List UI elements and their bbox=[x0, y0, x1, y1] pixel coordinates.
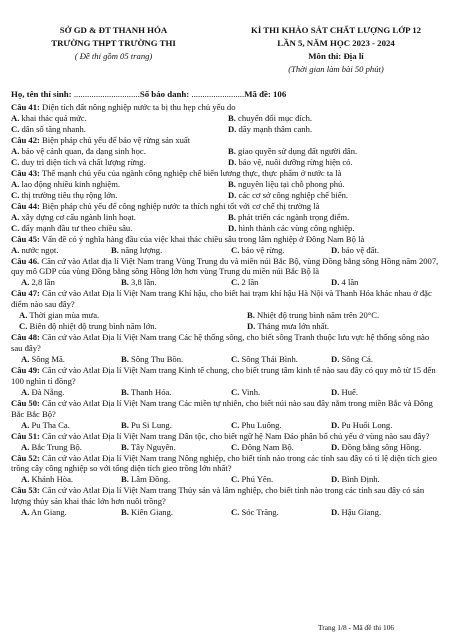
name-label: Họ, tên thí sinh: bbox=[11, 89, 72, 99]
answer-option bbox=[19, 310, 99, 321]
question-text bbox=[11, 453, 441, 475]
question-stem: Biện pháp chủ yếu để bảo vệ rừng sản xuất bbox=[42, 134, 191, 145]
question-number: Câu 48: bbox=[11, 332, 40, 343]
answer-option bbox=[228, 190, 348, 201]
answer-option bbox=[247, 310, 379, 321]
page-footer: Trang 1/8 - Mã đề thi 106 bbox=[318, 623, 395, 632]
option-text: D. Pu Huổi Long. bbox=[331, 419, 393, 430]
answer-row bbox=[11, 223, 441, 234]
subject-label: Môn thi: bbox=[308, 51, 342, 61]
option-text: A. An Giang. bbox=[21, 507, 67, 518]
name-field: .............................. bbox=[71, 89, 140, 99]
option-text: B. Tây Nguyên. bbox=[121, 441, 176, 452]
option-text: C. Phu Luông. bbox=[231, 419, 282, 430]
answer-row bbox=[11, 321, 441, 332]
option-text: B. năng lượng. bbox=[111, 244, 163, 255]
option-text: C. Vinh. bbox=[231, 386, 261, 397]
option-text: C. Sông Thái Bình. bbox=[231, 353, 298, 364]
answer-option bbox=[121, 277, 157, 288]
answer-option bbox=[11, 157, 146, 168]
question-text bbox=[11, 201, 441, 212]
question-item bbox=[11, 431, 441, 453]
option-text: D. bảo vệ, nuôi dưỡng rừng hiện có. bbox=[228, 156, 353, 167]
answer-option bbox=[231, 420, 282, 431]
question-item bbox=[11, 365, 441, 398]
option-text: A. Khánh Hòa. bbox=[21, 474, 74, 485]
option-text: C. bảo vệ rừng. bbox=[231, 244, 285, 255]
option-text: C. dân số tăng nhanh. bbox=[11, 123, 86, 134]
answer-option bbox=[19, 321, 157, 332]
question-number: Câu 44: bbox=[11, 200, 40, 211]
answer-option bbox=[331, 277, 358, 288]
exam-header bbox=[238, 24, 434, 76]
option-text: B. 3,8 lần. bbox=[121, 277, 157, 288]
question-text bbox=[11, 332, 441, 354]
answer-option bbox=[121, 507, 173, 518]
answer-option bbox=[121, 442, 176, 453]
answer-option bbox=[331, 507, 381, 518]
question-number: Câu 51: bbox=[11, 430, 40, 441]
subject-value: Địa lí bbox=[343, 51, 364, 61]
question-stem: Căn cứ vào Atlat địa lí Việt Nam trang Vùng Trung du và miền núi Bắc Bộ, vùng Đồng bằng sông Hồng năm 2007, quy mô GDP của vùng Đồng bằng sông Hồng lớn hơn vùng Trung du miền núi Bắc Bộ là bbox=[11, 255, 439, 277]
answer-option bbox=[11, 212, 136, 223]
answer-option bbox=[331, 474, 380, 485]
answer-option bbox=[21, 507, 67, 518]
option-text: D. Bình Định. bbox=[331, 474, 380, 485]
option-text: B. Lâm Đồng. bbox=[121, 474, 171, 485]
option-text: B. chuyển đổi mục đích. bbox=[228, 112, 313, 123]
option-text: A. nước ngọt. bbox=[11, 244, 59, 255]
question-stem: Vấn đề có ý nghĩa hàng đầu của việc khai thác chiều sâu trong lâm nghiệp ở Đông Nam Bộ là bbox=[41, 233, 365, 244]
option-text: A. 2,8 lần bbox=[21, 277, 55, 288]
question-stem: Biện pháp chủ yếu để công nghiệp nước ta thích nghi tốt với cơ chế thị trường là bbox=[42, 200, 320, 211]
option-text: B. phát triển các ngành trọng điểm. bbox=[228, 211, 350, 222]
answer-row bbox=[11, 474, 441, 485]
answer-option bbox=[11, 223, 132, 234]
answer-option bbox=[231, 245, 285, 256]
answer-option bbox=[331, 420, 392, 431]
question-text bbox=[11, 398, 441, 420]
answer-option bbox=[121, 387, 171, 398]
option-text: A. bảo vệ cảnh quan, đa dạng sinh học. bbox=[11, 145, 146, 156]
option-text: D. Đồng bằng sông Hồng. bbox=[331, 441, 422, 452]
answer-option bbox=[331, 387, 358, 398]
option-text: D. Huế. bbox=[331, 386, 358, 397]
answer-option bbox=[228, 146, 357, 157]
question-text bbox=[11, 135, 441, 146]
answer-option bbox=[11, 179, 120, 190]
question-number: Câu 52: bbox=[11, 452, 40, 463]
answer-row bbox=[11, 354, 441, 365]
school-name: TRƯỜNG THPT TRƯỜNG THI bbox=[51, 38, 176, 48]
page-count-note: ( Đề thi gồm 05 trang) bbox=[74, 51, 153, 61]
answer-row bbox=[11, 113, 441, 124]
question-text bbox=[11, 431, 441, 442]
answer-row bbox=[11, 190, 441, 201]
question-number: Câu 46. bbox=[11, 255, 40, 266]
question-number: Câu 43: bbox=[11, 167, 40, 178]
answer-option bbox=[11, 124, 86, 135]
option-text: C. duy trì diện tích và chất lượng rừng. bbox=[11, 156, 146, 167]
question-item bbox=[11, 201, 441, 234]
exam-time: (Thời gian làm bài 50 phút) bbox=[288, 64, 384, 74]
option-text: B. nguyên liệu tại chỗ phong phú. bbox=[228, 178, 345, 189]
question-text bbox=[11, 168, 441, 179]
option-text: A. khai thác quá mức. bbox=[11, 112, 87, 123]
question-stem: Căn cứ vào Atlat Địa lí Việt Nam trang Nông nghiệp, cho biết tỉnh nào trong các tỉnh sau đây có tỉ lệ diện tích gieo trồng cây công nghiệp so với tổng diện tích gieo trồng lớn nhất? bbox=[11, 452, 437, 474]
question-item bbox=[11, 256, 441, 289]
answer-row bbox=[11, 212, 441, 223]
option-text: C. 2 lần bbox=[231, 277, 259, 288]
answer-option bbox=[21, 277, 55, 288]
question-stem: Căn cứ vào Atlat Địa lí Việt Nam trang Thủy sản và lâm nghiệp, cho biết tỉnh nào trong các tỉnh sau đây có sản lượng thủy sản khai thác lớn hơn nuôi trồng? bbox=[11, 485, 425, 507]
question-stem: Căn cứ vào Atlat Địa lí Việt Nam trang Dân tộc, cho biết ngữ hệ Nam Đảo phân bố chủ yếu ở vùng nào sau đây? bbox=[42, 430, 430, 441]
question-item bbox=[11, 485, 441, 518]
question-item bbox=[11, 168, 441, 201]
option-text: A. Sông Mã. bbox=[21, 353, 65, 364]
option-text: D. các cơ sở công nghiệp chế biến. bbox=[228, 189, 349, 200]
answer-option bbox=[121, 354, 183, 365]
sbd-label: Số báo danh: bbox=[139, 89, 190, 99]
question-text bbox=[11, 256, 441, 278]
option-text: B. Pu Si Lung. bbox=[121, 419, 172, 430]
answer-row bbox=[11, 124, 441, 135]
exam-code: 106 bbox=[273, 89, 287, 99]
option-text: D. Tháng mưa lớn nhất. bbox=[247, 321, 330, 332]
question-stem: Căn cứ vào Atlat Địa lí Việt Nam trang Các hệ thống sông, cho biết sông Tranh thuộc lưu vực hệ thống sông nào sau đây? bbox=[11, 332, 430, 354]
answer-row bbox=[11, 387, 441, 398]
answer-option bbox=[247, 321, 329, 332]
answer-option bbox=[231, 474, 273, 485]
question-item bbox=[11, 135, 441, 168]
answer-option bbox=[331, 354, 373, 365]
answer-row bbox=[11, 442, 441, 453]
answer-option bbox=[228, 179, 345, 190]
option-text: C. thị trường tiêu thụ rộng lớn. bbox=[11, 189, 118, 200]
option-text: C. Sóc Trăng. bbox=[231, 507, 279, 518]
option-text: A. Bắc Trung Bộ. bbox=[21, 441, 82, 452]
question-text bbox=[11, 485, 441, 507]
answer-option bbox=[228, 223, 355, 234]
answer-option bbox=[228, 157, 353, 168]
option-text: B. Kiên Giang. bbox=[121, 507, 174, 518]
option-text: C. Đông Nam Bộ. bbox=[231, 441, 294, 452]
option-text: A. xây dựng cơ cấu ngành linh hoạt. bbox=[11, 211, 136, 222]
question-stem: Căn cứ vào Atlat Địa lí Việt Nam trang Kinh tế chung, cho biết trung tâm kinh tế nào sau đây có quy mô từ 15 đến 100 nghìn tỉ đồng? bbox=[11, 364, 436, 386]
option-text: C. Phú Yên. bbox=[231, 474, 274, 485]
option-text: D. Hậu Giang. bbox=[331, 507, 382, 518]
answer-option bbox=[331, 442, 421, 453]
answer-row bbox=[11, 146, 441, 157]
answer-option bbox=[228, 212, 349, 223]
question-item bbox=[11, 398, 441, 431]
answer-option bbox=[11, 245, 58, 256]
answer-option bbox=[11, 146, 146, 157]
option-text: A. Thời gian mùa mưa. bbox=[19, 310, 100, 321]
answer-row bbox=[11, 157, 441, 168]
option-text: B. Thanh Hóa. bbox=[121, 386, 172, 397]
answer-option bbox=[21, 474, 73, 485]
answer-option bbox=[231, 387, 260, 398]
answer-row bbox=[11, 245, 441, 256]
question-number: Câu 53: bbox=[11, 485, 40, 496]
answer-option bbox=[228, 124, 312, 135]
option-text: A. Pu Tha Ca. bbox=[21, 419, 70, 430]
question-item bbox=[11, 453, 441, 486]
question-text bbox=[11, 365, 441, 387]
question-number: Câu 41: bbox=[11, 102, 40, 112]
option-text: B. giao quyền sử dụng đất người dân. bbox=[228, 145, 358, 156]
answer-row bbox=[11, 420, 441, 431]
question-item bbox=[11, 234, 441, 256]
question-number: Câu 49: bbox=[11, 364, 40, 375]
question-item bbox=[11, 332, 441, 365]
question-list bbox=[11, 102, 441, 518]
department-name: SỞ GD & ĐT THANH HÓA bbox=[59, 25, 168, 35]
exam-title: KÌ THI KHẢO SÁT CHẤT LƯỢNG LỚP 12 bbox=[250, 25, 422, 35]
candidate-line bbox=[11, 89, 441, 100]
answer-row bbox=[11, 179, 441, 190]
question-stem: Diện tích đất nông nghiệp nước ta bị thu hẹp chủ yếu do bbox=[42, 102, 236, 112]
answer-option bbox=[11, 113, 87, 124]
option-text: D. Sông Cả. bbox=[331, 353, 374, 364]
option-text: B. Sông Thu Bồn. bbox=[121, 353, 184, 364]
answer-option bbox=[231, 507, 279, 518]
answer-option bbox=[231, 354, 298, 365]
answer-option bbox=[121, 474, 170, 485]
question-text bbox=[11, 102, 441, 113]
sbd-field: ........................ bbox=[189, 89, 245, 99]
question-item bbox=[11, 102, 441, 135]
option-text: A. Đà Nẵng. bbox=[21, 386, 65, 397]
option-text: D. bảo vệ đất. bbox=[331, 244, 379, 255]
question-number: Câu 42: bbox=[11, 134, 40, 145]
question-item bbox=[11, 288, 441, 332]
option-text: D. 4 lần bbox=[331, 277, 359, 288]
answer-option bbox=[21, 354, 65, 365]
answer-option bbox=[331, 245, 379, 256]
question-stem: Thế mạnh chủ yếu của ngành công nghiệp chế biến lương thực, thực phẩm ở nước ta là bbox=[41, 167, 342, 178]
question-stem: Căn cứ vào Atlat Địa lí Việt Nam trang Các miền tự nhiên, cho biết núi nào sau đây nằm trong miền Bắc và Đông Bắc Bắc Bộ? bbox=[11, 397, 433, 419]
answer-option bbox=[231, 277, 258, 288]
option-text: C. Biên độ nhiệt độ trung bình năm lớn. bbox=[19, 321, 157, 332]
answer-option bbox=[121, 420, 172, 431]
question-stem: Căn cứ vào Atlat Địa lí Việt Nam trang Khí hậu, cho biết hai trạm khí hậu Hà Nội và Thanh Hóa khác nhau ở đặc điểm nào sau đây? bbox=[11, 288, 432, 310]
answer-row bbox=[11, 507, 441, 518]
exam-code-label: Mã đề: bbox=[244, 89, 271, 99]
question-text bbox=[11, 288, 441, 310]
answer-row bbox=[11, 310, 441, 321]
exam-session: LẦN 5, NĂM HỌC 2023 - 2024 bbox=[277, 38, 395, 48]
option-text: A. lao động nhiều kinh nghiệm. bbox=[11, 178, 121, 189]
answer-row bbox=[11, 277, 441, 288]
answer-option bbox=[231, 442, 294, 453]
school-header bbox=[26, 24, 201, 63]
option-text: B. Nhiệt độ trung bình năm trên 20°C. bbox=[247, 310, 380, 321]
answer-option bbox=[21, 420, 70, 431]
question-text bbox=[11, 234, 441, 245]
answer-option bbox=[21, 442, 82, 453]
option-text: C. đẩy mạnh đầu tư theo chiều sâu. bbox=[11, 222, 133, 233]
answer-option bbox=[21, 387, 64, 398]
option-text: D. hình thành các vùng công nghiệp. bbox=[228, 222, 355, 233]
answer-option bbox=[11, 190, 117, 201]
exam-subject bbox=[238, 50, 434, 63]
answer-option bbox=[228, 113, 312, 124]
question-number: Câu 47: bbox=[11, 288, 40, 299]
question-number: Câu 50: bbox=[11, 397, 40, 408]
answer-option bbox=[111, 245, 162, 256]
question-number: Câu 45: bbox=[11, 233, 40, 244]
option-text: D. dãy mạnh thâm canh. bbox=[228, 123, 313, 134]
